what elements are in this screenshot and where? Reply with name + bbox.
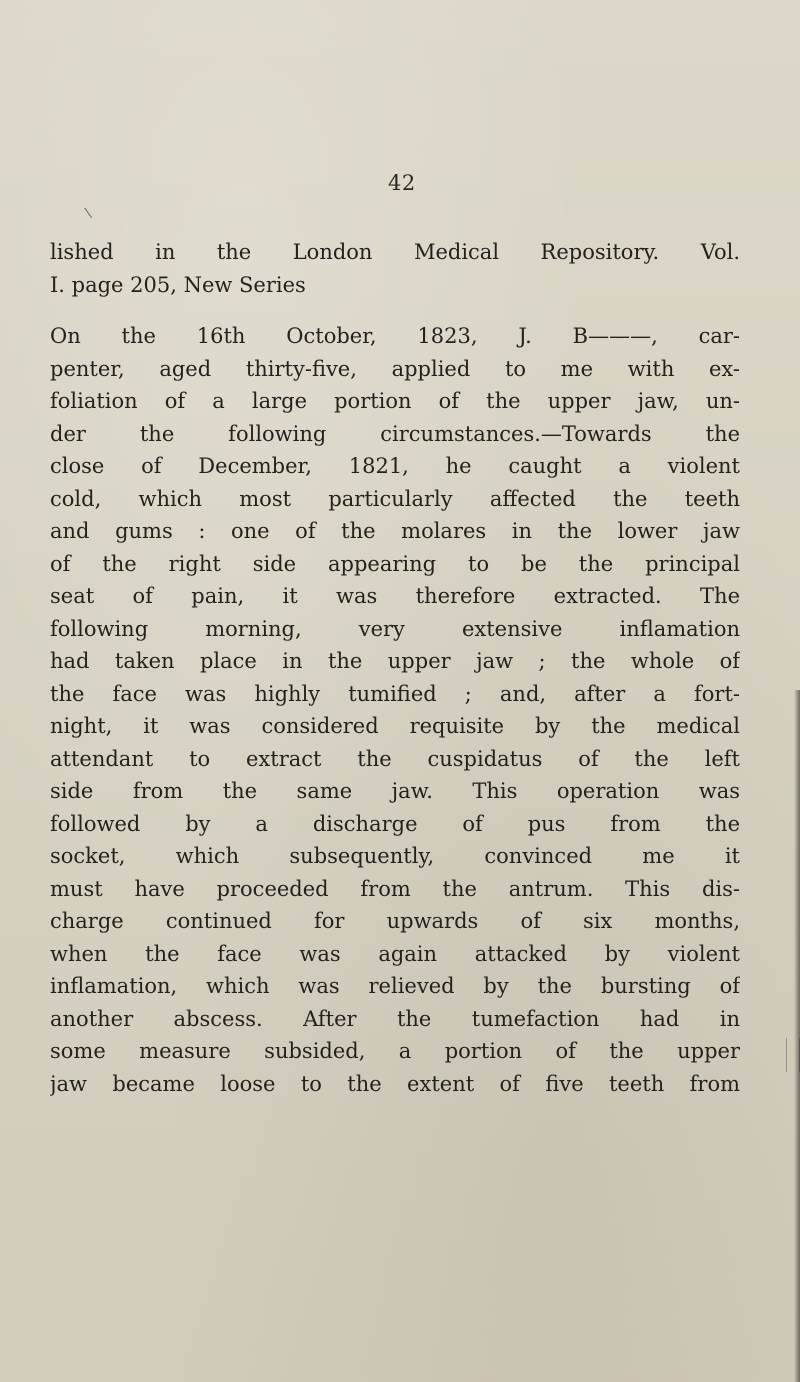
text-line: cold, which most particularly affected the teeth — [50, 486, 740, 511]
text-line: had taken place in the upper jaw ; the whole of — [50, 649, 740, 673]
text-line: inflamation, which was relieved by the bursting of — [50, 974, 740, 998]
paragraph-gap — [50, 301, 740, 320]
text-line: another abscess. After the tumefaction had in — [50, 1006, 740, 1031]
text-line: jaw became loose to the extent of five teeth from — [50, 1071, 740, 1096]
text-line: side from the same jaw. This operation was — [50, 779, 740, 803]
stray-ink-mark — [81, 208, 92, 221]
text-line: der the following circumstances.—Towards the — [50, 421, 740, 446]
text-line: socket, which subsequently, convinced me it — [50, 844, 740, 868]
text-line: foliation of a large portion of the upper jaw, un- — [50, 389, 740, 413]
text-line: the face was highly tumified ; and, after a fort- — [50, 681, 740, 706]
text-line: when the face was again attacked by violent — [50, 941, 740, 966]
text-line: I. page 205, New Series — [50, 272, 306, 297]
page-edge-mark — [786, 1038, 800, 1072]
text-line: attendant to extract the cuspidatus of the left — [50, 746, 740, 771]
text-line: On the 16th October, 1823, J. B———, car- — [50, 324, 740, 348]
page-number: 42 — [388, 171, 416, 195]
text-line: must have proceeded from the antrum. This dis- — [50, 876, 740, 901]
text-line: followed by a discharge of pus from the — [50, 811, 740, 836]
text-line: of the right side appearing to be the principal — [50, 551, 740, 576]
text-line: close of December, 1821, he caught a violent — [50, 454, 740, 478]
text-line: following morning, very extensive inflamation — [50, 616, 740, 641]
text-line: seat of pain, it was therefore extracted. The — [50, 584, 740, 608]
text-line: night, it was considered requisite by the medical — [50, 714, 740, 738]
page-text — [50, 236, 740, 1100]
text-line: lished in the London Medical Repository. Vol. — [50, 240, 740, 264]
page-edge-shadow — [794, 690, 800, 1382]
text-line: and gums : one of the molares in the lower jaw — [50, 519, 740, 543]
text-line: charge continued for upwards of six months, — [50, 909, 740, 933]
text-line: some measure subsided, a portion of the upper — [50, 1039, 740, 1063]
text-line: penter, aged thirty-five, applied to me with ex- — [50, 356, 740, 381]
